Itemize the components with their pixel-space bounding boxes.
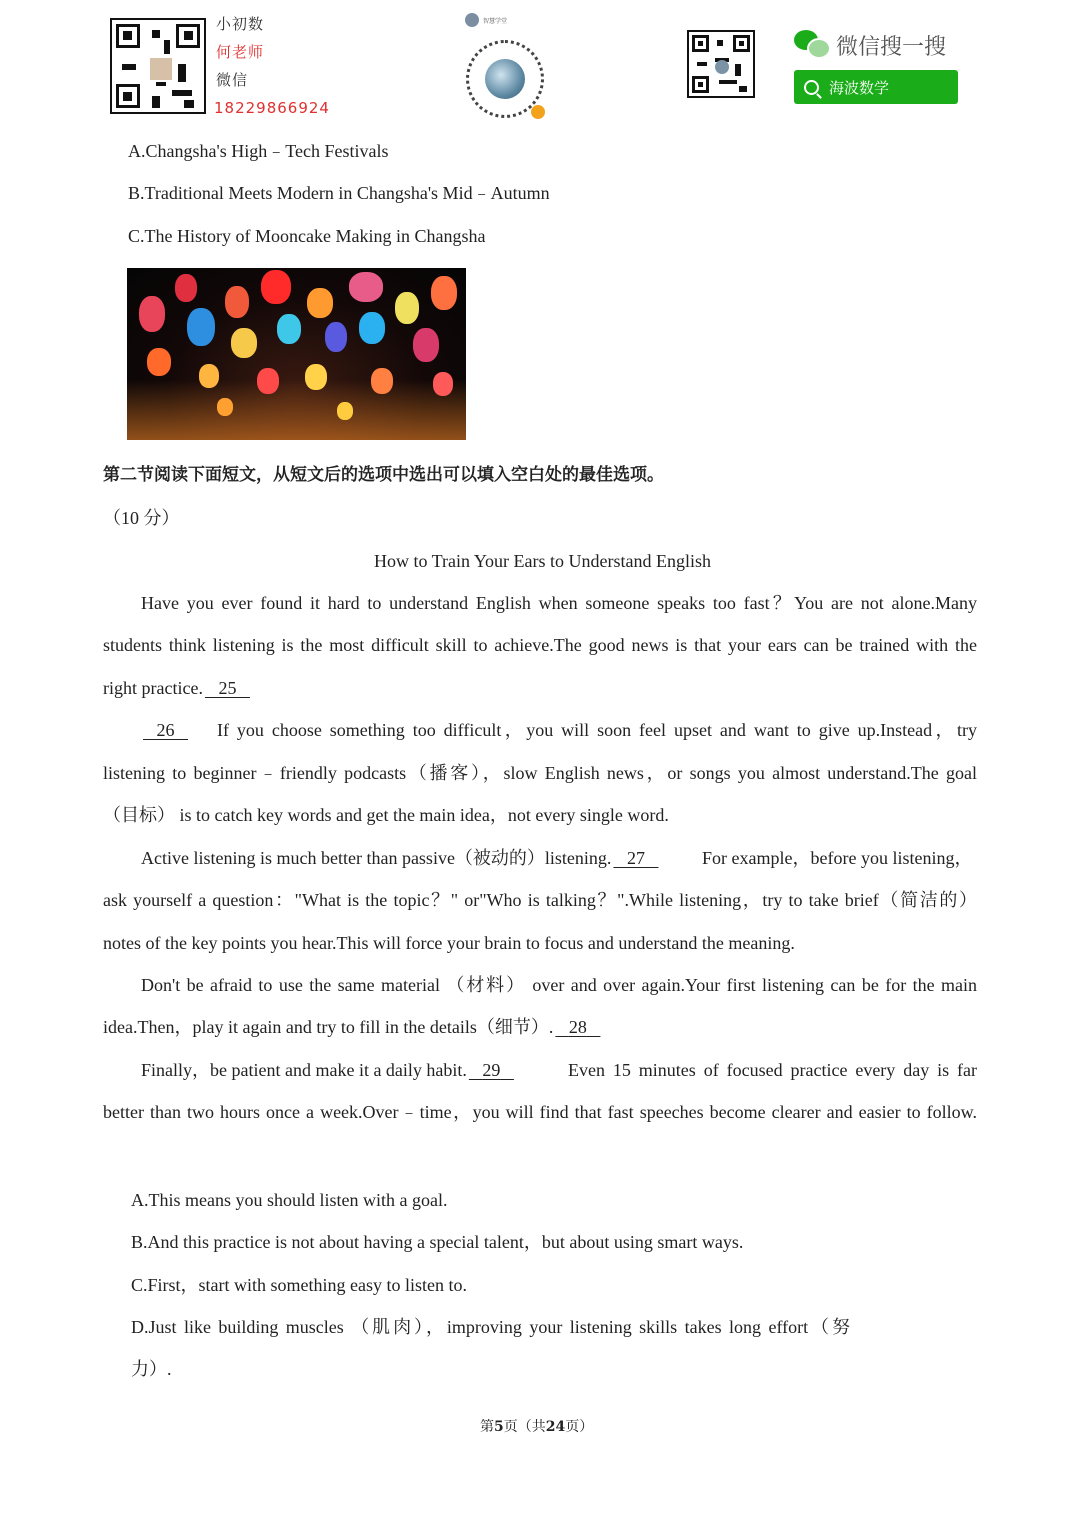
paragraph-2-line-3: （目标） is to catch key words and get the main idea，not every single word. <box>103 805 669 825</box>
paragraph-4-line-2: idea.Then，play it again and try to fill in the details（细节）. 28 <box>103 1016 602 1038</box>
contact-qr-code <box>110 18 206 114</box>
paragraph-5-line-1b: Even 15 minutes of focused practice every day is far <box>568 1060 977 1080</box>
paragraph-1-text: right practice. <box>103 678 203 698</box>
wechat-search-button[interactable] <box>794 70 958 104</box>
contact-line-1: 小初数 <box>216 15 265 33</box>
contact-line-2: 何老师 <box>216 43 265 61</box>
wechat-search-text: 微信搜一搜 <box>836 35 947 60</box>
previous-option-b: B.Traditional Meets Modern in Changsha's Mid﹣Autumn <box>128 183 550 203</box>
paragraph-2-line-2: listening to beginner﹣friendly podcasts（播客），slow English news，or songs you almost understand.The goal <box>103 763 977 783</box>
blank-25: 25 <box>218 678 237 698</box>
avatar-icon <box>465 13 479 27</box>
option-d-line-1: D.Just like building muscles （肌肉），improving your listening skills takes long effort（努 <box>131 1317 850 1337</box>
section-score: （10 分） <box>103 508 180 528</box>
page-footer: 第5页（共24页） <box>480 1419 594 1435</box>
wechat-search-button-label: 海波数学 <box>829 78 890 97</box>
wechat-icon <box>794 30 828 58</box>
contact-line-3: 微信 <box>216 71 249 89</box>
paragraph-3-line-1b: For example，before you listening， <box>702 848 973 868</box>
option-c: C.First，start with something easy to listen to. <box>131 1275 467 1295</box>
blank-26-line <box>141 719 190 741</box>
paragraph-1-line-2: students think listening is the most difficult skill to achieve.The good news is that your ears can be trained with the <box>103 635 977 655</box>
paragraph-1-line-3 <box>103 677 252 699</box>
blank-27: 27 <box>626 848 645 868</box>
paragraph-3-line-2: ask yourself a question："What is the topic？" or"Who is talking？".While listening，try to take brief（简洁的） <box>103 890 977 910</box>
paragraph-5-line-2: better than two hours once a week.Over﹣time，you will find that fast speeches become clearer and easier to follow. <box>103 1102 977 1122</box>
paragraph-4-line-1: Don't be afraid to use the same material （材料） over and over again.Your first listening can be for the main <box>141 975 977 995</box>
contact-phone: 18229866924 <box>214 99 330 117</box>
previous-option-c: C.The History of Mooncake Making in Changsha <box>128 226 486 246</box>
page-total: 24 <box>545 1419 566 1435</box>
section-title: 第二节阅读下面短文，从短文后的选项中选出可以填入空白处的最佳选项。 <box>103 465 664 485</box>
paragraph-3-line-3: notes of the key points you hear.This will force your brain to focus and understand the meaning. <box>103 933 795 953</box>
passage-title: How to Train Your Ears to Understand English <box>374 551 712 571</box>
option-d-line-2: 力）. <box>131 1359 172 1379</box>
page-number: 5 <box>494 1419 504 1435</box>
option-b: B.And this practice is not about having a special talent，but about using smart ways. <box>131 1232 744 1252</box>
paragraph-3-line-1a: Active listening is much better than passive（被动的）listening. 27 <box>141 847 660 869</box>
blank-26: 26 <box>156 720 175 740</box>
blank-29: 29 <box>482 1060 501 1080</box>
search-icon <box>804 80 819 95</box>
wechat-qr-code <box>687 30 755 98</box>
paragraph-2-line-1: If you choose something too difficult，you will soon feel upset and want to give up.Instead，try <box>217 720 977 740</box>
lantern-photo <box>127 268 466 440</box>
mini-program-code <box>466 40 544 118</box>
option-a: A.This means you should listen with a goal. <box>131 1190 448 1210</box>
previous-option-a: A.Changsha's High﹣Tech Festivals <box>128 141 389 161</box>
blank-28: 28 <box>568 1017 587 1037</box>
paragraph-5-line-1a: Finally，be patient and make it a daily habit. 29 <box>141 1059 516 1081</box>
mini-program-badge <box>465 13 507 27</box>
mini-program-label: 智慧学堂 <box>483 17 508 25</box>
paragraph-1-line-1: Have you ever found it hard to understand English when someone speaks too fast？You are not alone.Many <box>141 593 977 613</box>
